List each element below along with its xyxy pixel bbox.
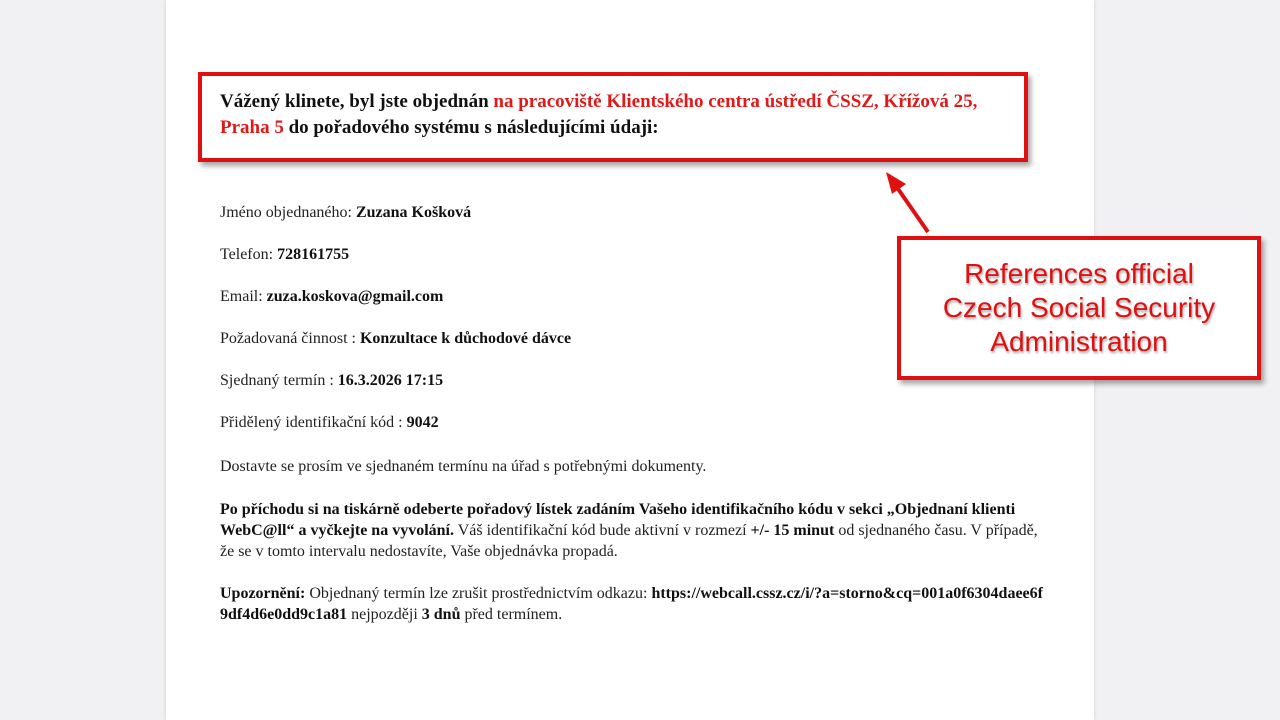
warning-text-2: nejpozději [347,606,422,623]
field-value: zuza.koskova@gmail.com [266,288,444,305]
field-label: Jméno objednaného: [220,204,356,221]
field-label: Přidělený identifikační kód : [220,414,407,431]
field-value: 16.3.2026 17:15 [337,372,444,389]
arrow-shaft [896,186,928,232]
arrow-head [886,172,906,194]
annotation-callout-box [897,236,1261,380]
field-value: 728161755 [277,246,350,263]
warning-text: Objednaný termín lze zrušit prostřednictvím odkazu: [305,585,652,602]
field-label: Sjednaný termín : [220,372,338,389]
arrival-bold: Po příchodu si na tiskárně odeberte pořadový lístek zadáním Vašeho identifikačního kódu v sekci „Objednaní klienti WebC@ll“ a vyčkejte na vyvolání. [220,501,1016,539]
attend-note: Dostavte se prosím ve sjednaném termínu na úřad s potřebnými dokumenty. [220,458,707,475]
field-value: Zuzana Košková [355,204,472,221]
intro-text-start: Vážený klinete, byl jste objednán [220,91,494,112]
field-label: Email: [220,288,267,305]
field-label: Telefon: [220,246,278,263]
warning-deadline: 3 dnů [421,606,461,623]
intro-text-end: do pořadového systému s následujícími údaji: [283,117,659,138]
cancellation-link[interactable]: https://webcall.cssz.cz/i/?a=storno&cq=001a0f6304daee6f9df4d6e0dd9c1a81 [220,585,1043,623]
field-value: Konzultace k důchodové dávce [359,330,572,347]
field-label: Požadovaná činnost : [220,330,360,347]
field-value: 9042 [406,414,439,431]
annotation-callout-text: References official Czech Social Security Administration [942,258,1216,357]
arrival-text: Váš identifikační kód bude aktivní v rozmezí [454,522,751,539]
arrival-text-end: od sjednaného času. V případě, že se v tomto intervalu nedostavíte, Vaše objednávka propadá. [220,522,1038,560]
warning-label: Upozornění: [220,585,306,602]
warning-text-3: před termínem. [460,606,563,623]
arrival-window: +/- 15 minut [750,522,835,539]
intro-location-highlight: na pracoviště Klientského centra ústředí ČSSZ, Křížová 25, Praha 5 [220,91,978,138]
